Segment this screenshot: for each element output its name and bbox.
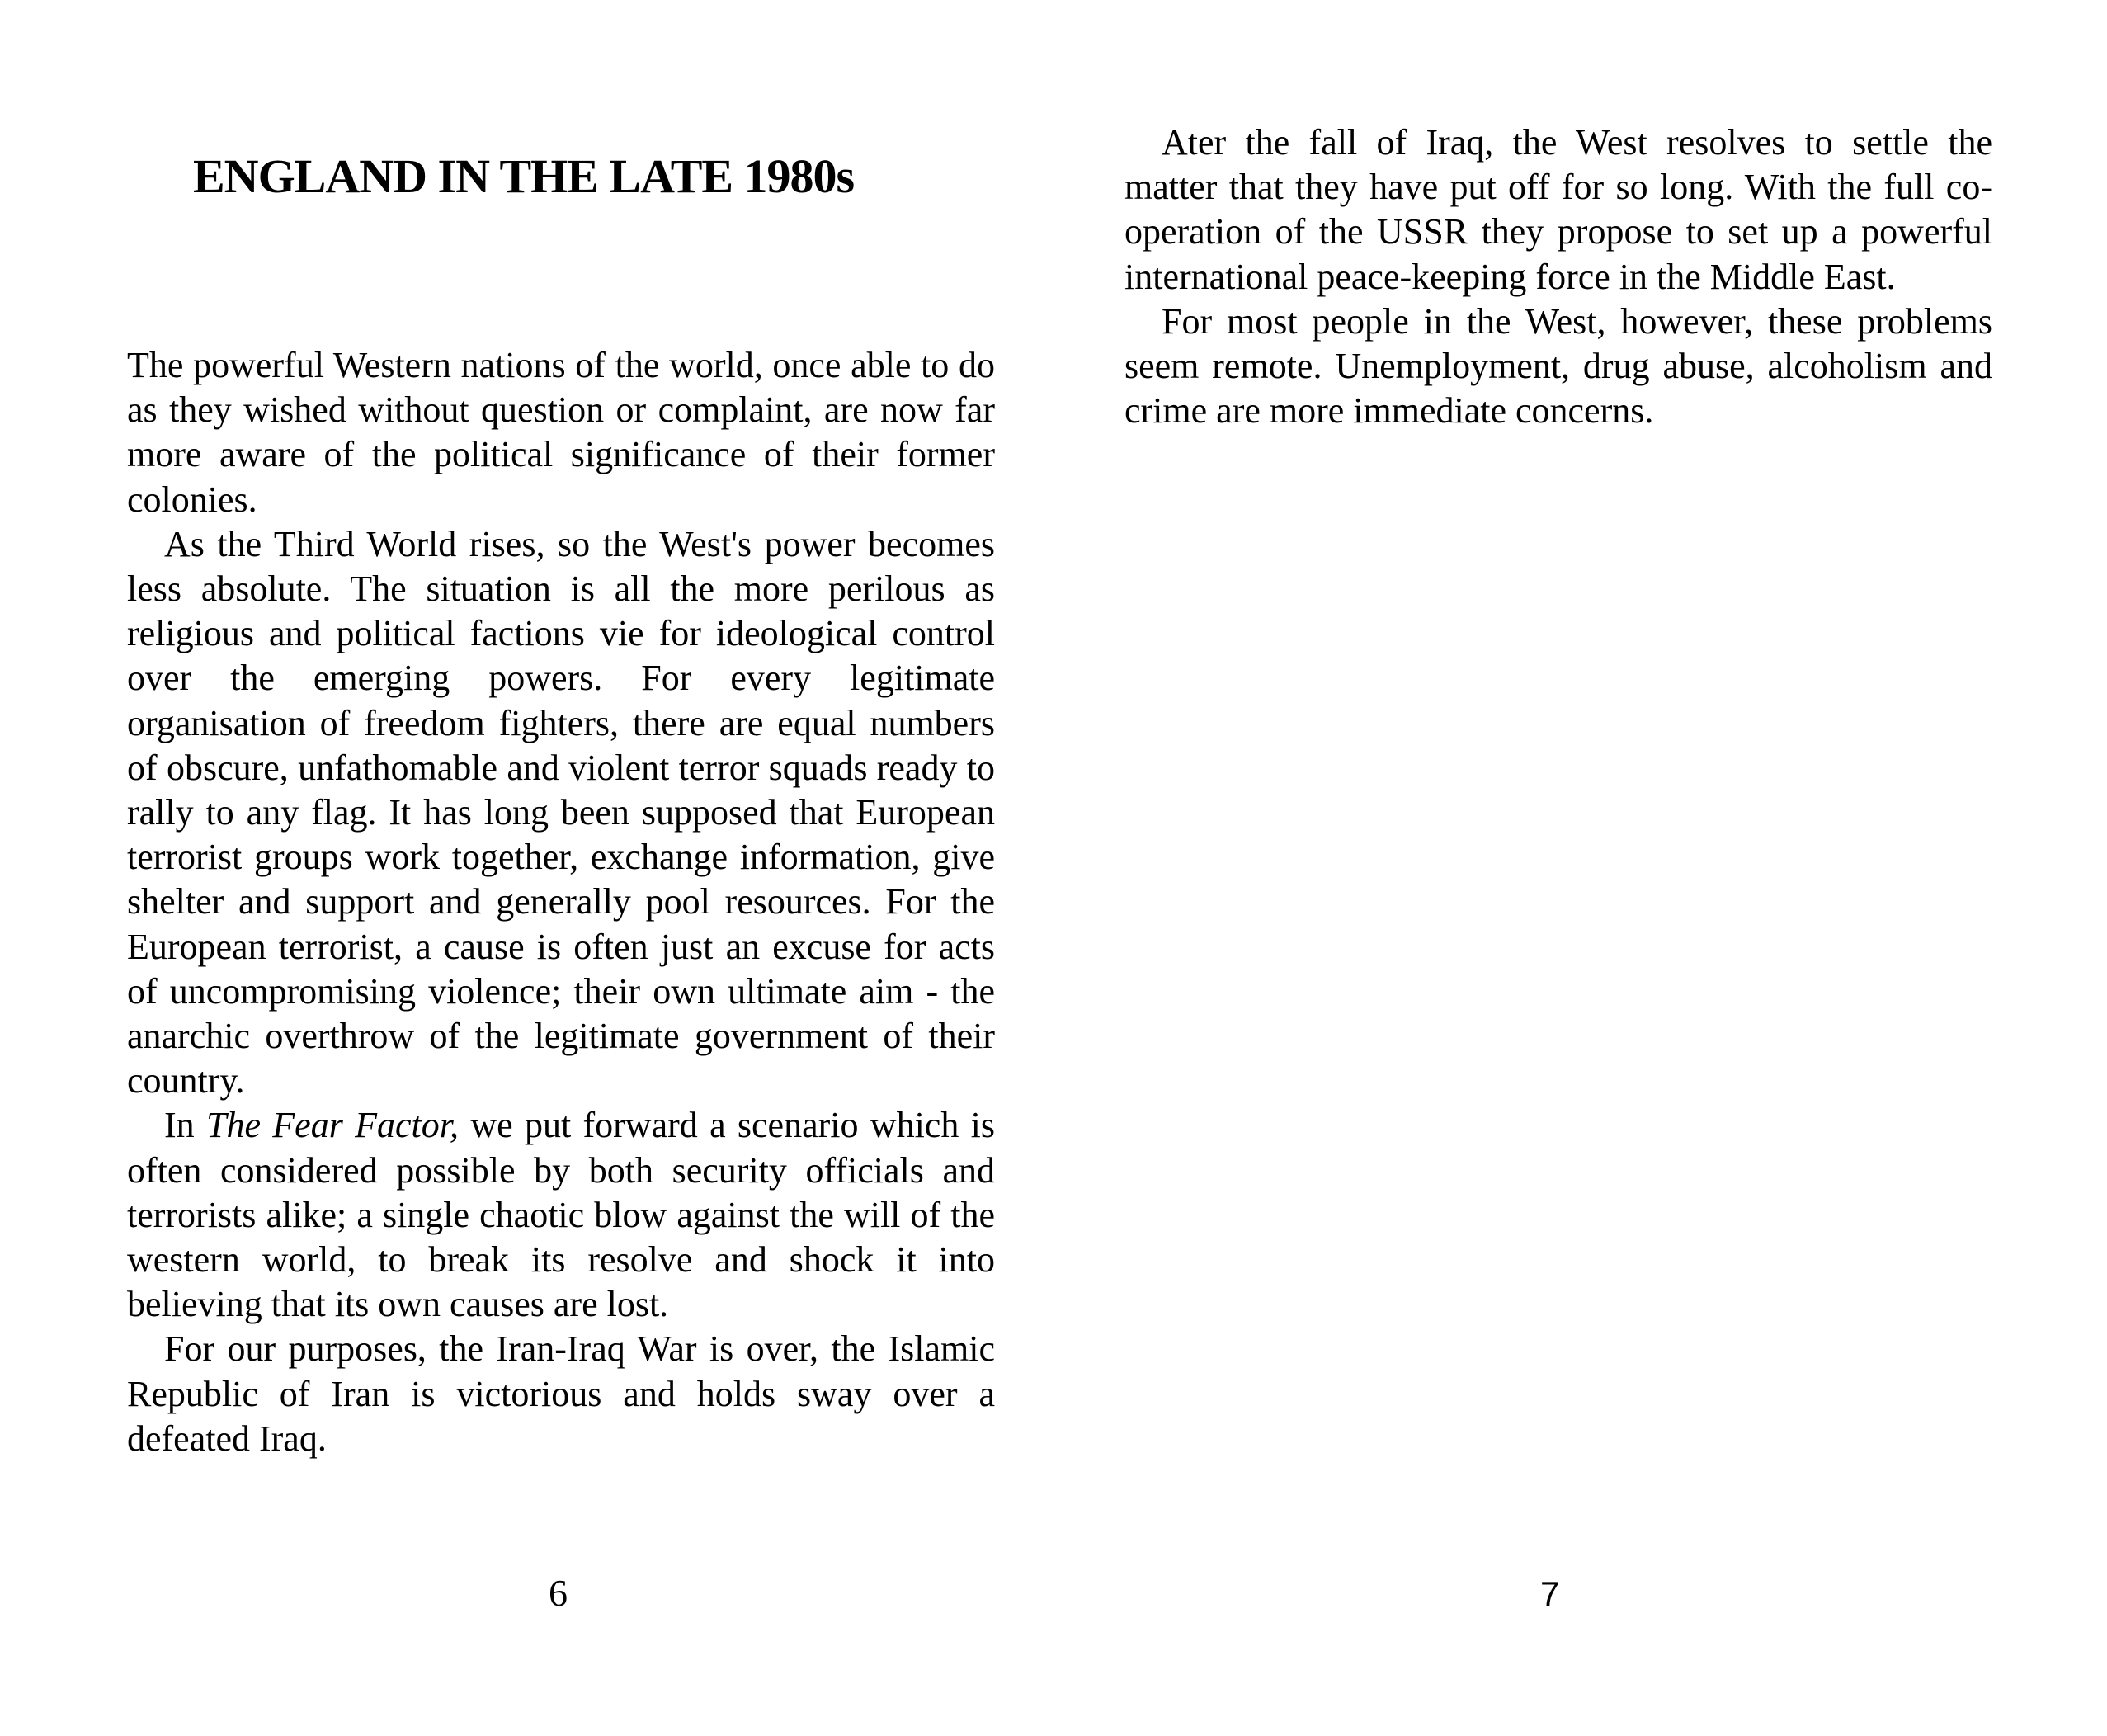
paragraph: For most people in the West, however, these problems seem remote. Unemployment, drug abuse, alcoholism and crime are more immediate concerns. bbox=[1124, 300, 1992, 432]
paragraph: The powerful Western nations of the world, once able to do as they wished without question or complaint, are now far more aware of the political significance of their former colonies. bbox=[127, 345, 995, 520]
chapter-title: ENGLAND IN THE LATE 1980s bbox=[193, 149, 855, 203]
right-page-body bbox=[1124, 120, 1992, 433]
paragraph-lead: In bbox=[164, 1105, 206, 1146]
paragraph: For our purposes, the Iran-Iraq War is over, the Islamic Republic of Iran is victorious and holds sway over a defeated Iraq. bbox=[127, 1328, 995, 1459]
paragraph: As the Third World rises, so the West's power becomes less absolute. The situation is all the more perilous as religious and political factions vie for ideological control over the emerging powers. For every legitimate organisation of freedom fighters, there are equal numbers of obscure, unfathomable and violent terror squads ready to rally to any flag. It has long been supposed that European terrorist groups work together, exchange information, give shelter and support and generally pool resources. For the European terrorist, a cause is often just an excuse for acts of uncompromising violence; their own ultimate aim - the anarchic overthrow of the legitimate government of their country. bbox=[127, 523, 995, 1102]
paragraph bbox=[127, 1103, 995, 1327]
paragraph-rest: we put forward a scenario which is often considered possible by both security officials and terrorists alike; a single chaotic blow against the will of the western world, to break its resolve and shock it into believing that its own causes are lost. bbox=[127, 1105, 995, 1325]
book-title: The Fear Factor, bbox=[205, 1105, 460, 1146]
page-number: 6 bbox=[549, 1572, 568, 1614]
page-number: 7 bbox=[1540, 1574, 1560, 1613]
left-page-body bbox=[127, 343, 995, 1461]
paragraph: Ater the fall of Iraq, the West resolves to settle the matter that they have put off for so long. With the full co-operation of the USSR they propose to set up a powerful international peace-keeping force in the Middle East. bbox=[1124, 122, 1992, 297]
